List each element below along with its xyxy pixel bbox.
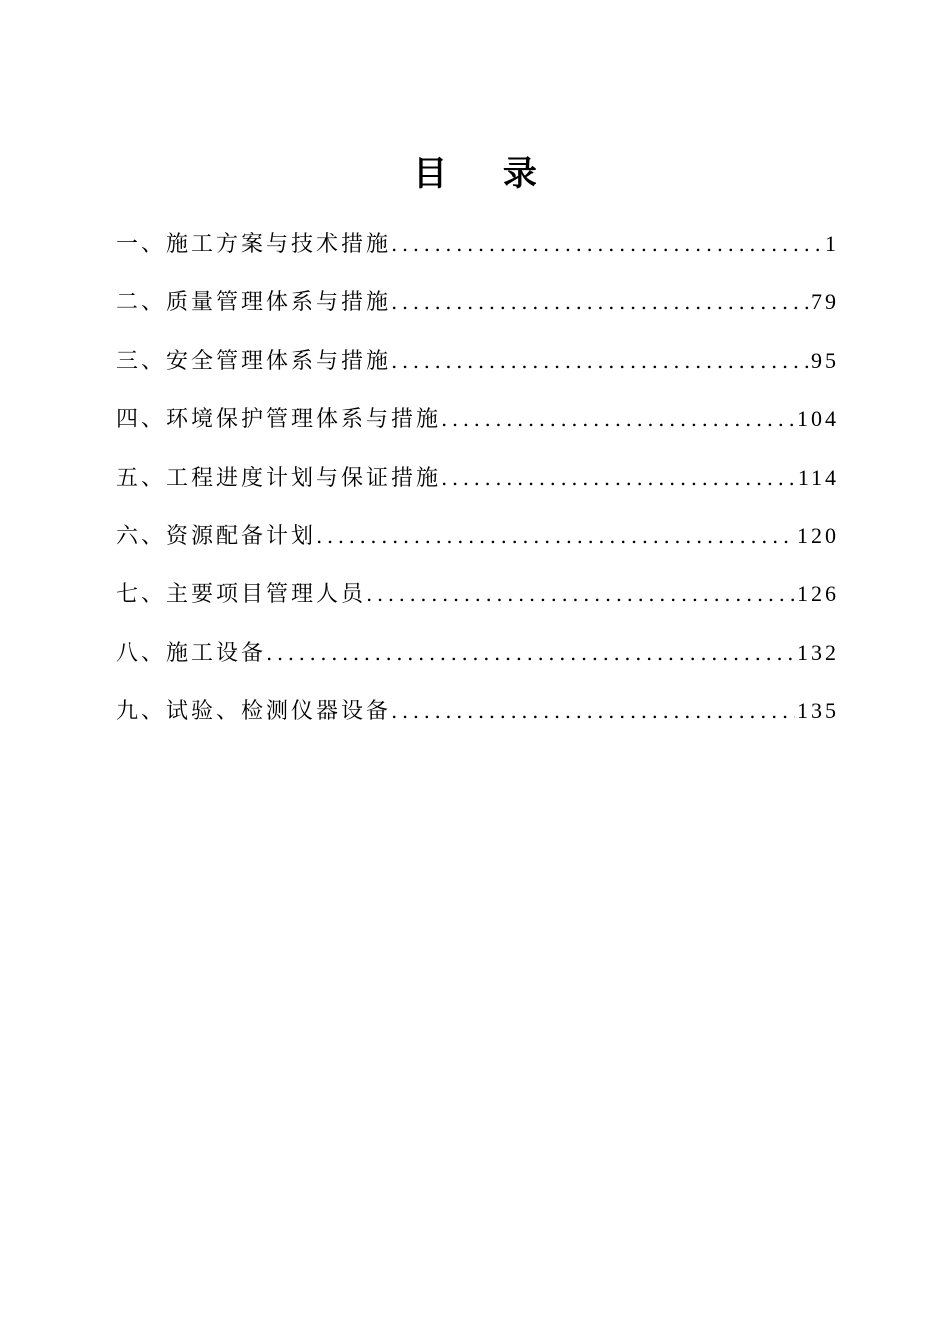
toc-dot-leader [441, 401, 795, 437]
toc-page-number: 114 [797, 464, 839, 490]
toc-page-number: 79 [811, 289, 839, 315]
toc-entry[interactable] [116, 518, 839, 576]
toc-entry-label: 一、施工方案与技术措施 [116, 232, 392, 257]
toc-entry-label: 二、质量管理体系与措施 [116, 290, 392, 316]
toc-page-number: 104 [797, 406, 839, 432]
toc-page-number: 95 [811, 347, 839, 373]
toc-entry[interactable] [116, 343, 839, 401]
table-of-contents [116, 226, 839, 752]
toc-entry[interactable] [116, 284, 839, 342]
toc-dot-leader [391, 693, 795, 729]
toc-page-number: 120 [797, 522, 839, 548]
toc-entry[interactable] [116, 460, 839, 518]
toc-page-number: 135 [797, 698, 839, 724]
toc-entry-label: 六、资源配备计划 [116, 523, 317, 549]
toc-page-number: 126 [797, 581, 839, 607]
toc-entry[interactable] [116, 401, 839, 459]
toc-title: 目 录 [413, 154, 559, 194]
toc-entry-label: 九、试验、检测仪器设备 [116, 699, 392, 725]
toc-dot-leader [441, 460, 796, 496]
toc-entry-label: 三、安全管理体系与措施 [116, 348, 392, 374]
toc-entry-label: 四、环境保护管理体系与措施 [116, 407, 442, 433]
toc-entry[interactable] [116, 576, 839, 634]
toc-entry[interactable] [116, 635, 839, 693]
toc-entry-label: 五、工程进度计划与保证措施 [116, 465, 442, 491]
toc-dot-leader [391, 226, 823, 262]
toc-dot-leader [366, 576, 795, 612]
toc-dot-leader [391, 284, 809, 320]
toc-dot-leader [391, 343, 809, 379]
toc-entry[interactable] [116, 226, 839, 284]
toc-page-number: 1 [825, 231, 839, 256]
toc-dot-leader [266, 635, 795, 671]
toc-entry[interactable] [116, 693, 839, 751]
toc-entry-label: 八、施工设备 [116, 640, 267, 666]
toc-dot-leader [316, 518, 795, 554]
toc-entry-label: 七、主要项目管理人员 [116, 582, 367, 608]
toc-page-number: 132 [797, 639, 839, 665]
